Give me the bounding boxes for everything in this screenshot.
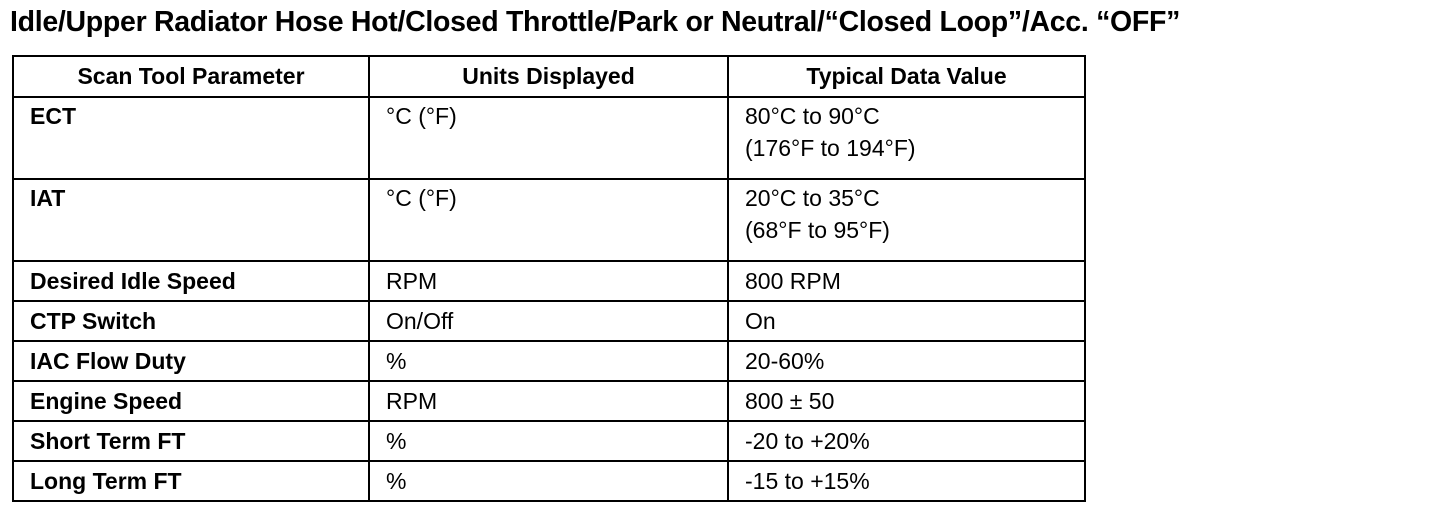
value-line: 80°C to 90°C (745, 103, 880, 129)
parameter-cell: IAT (13, 179, 369, 261)
units-cell: % (369, 421, 728, 461)
value-line: 20°C to 35°C (745, 185, 880, 211)
table-header-row (13, 56, 1085, 97)
value-cell: 800 ± 50 (728, 381, 1085, 421)
units-cell: % (369, 461, 728, 501)
table-row (13, 341, 1085, 381)
table-row (13, 421, 1085, 461)
table-row (13, 461, 1085, 501)
value-cell: 800 RPM (728, 261, 1085, 301)
table-row (13, 261, 1085, 301)
value-line: (176°F to 194°F) (745, 135, 916, 161)
value-cell (728, 97, 1085, 179)
value-cell: On (728, 301, 1085, 341)
value-line: (68°F to 95°F) (745, 217, 890, 243)
units-cell: RPM (369, 261, 728, 301)
value-cell: -15 to +15% (728, 461, 1085, 501)
parameter-cell: CTP Switch (13, 301, 369, 341)
column-header-parameter: Scan Tool Parameter (13, 56, 369, 97)
units-cell: °C (°F) (369, 179, 728, 261)
column-header-typical-value: Typical Data Value (728, 56, 1085, 97)
table-row (13, 179, 1085, 261)
table-row (13, 97, 1085, 179)
parameter-cell: Short Term FT (13, 421, 369, 461)
scan-tool-data-table (12, 55, 1086, 502)
table-row (13, 381, 1085, 421)
units-cell: RPM (369, 381, 728, 421)
units-cell: °C (°F) (369, 97, 728, 179)
value-cell: -20 to +20% (728, 421, 1085, 461)
value-cell: 20-60% (728, 341, 1085, 381)
parameter-cell: ECT (13, 97, 369, 179)
units-cell: % (369, 341, 728, 381)
value-cell (728, 179, 1085, 261)
page-title: Idle/Upper Radiator Hose Hot/Closed Throttle/Park or Neutral/“Closed Loop”/Acc. “OFF” (10, 6, 1181, 38)
parameter-cell: IAC Flow Duty (13, 341, 369, 381)
parameter-cell: Engine Speed (13, 381, 369, 421)
parameter-cell: Desired Idle Speed (13, 261, 369, 301)
table-row (13, 301, 1085, 341)
column-header-units: Units Displayed (369, 56, 728, 97)
parameter-cell: Long Term FT (13, 461, 369, 501)
units-cell: On/Off (369, 301, 728, 341)
